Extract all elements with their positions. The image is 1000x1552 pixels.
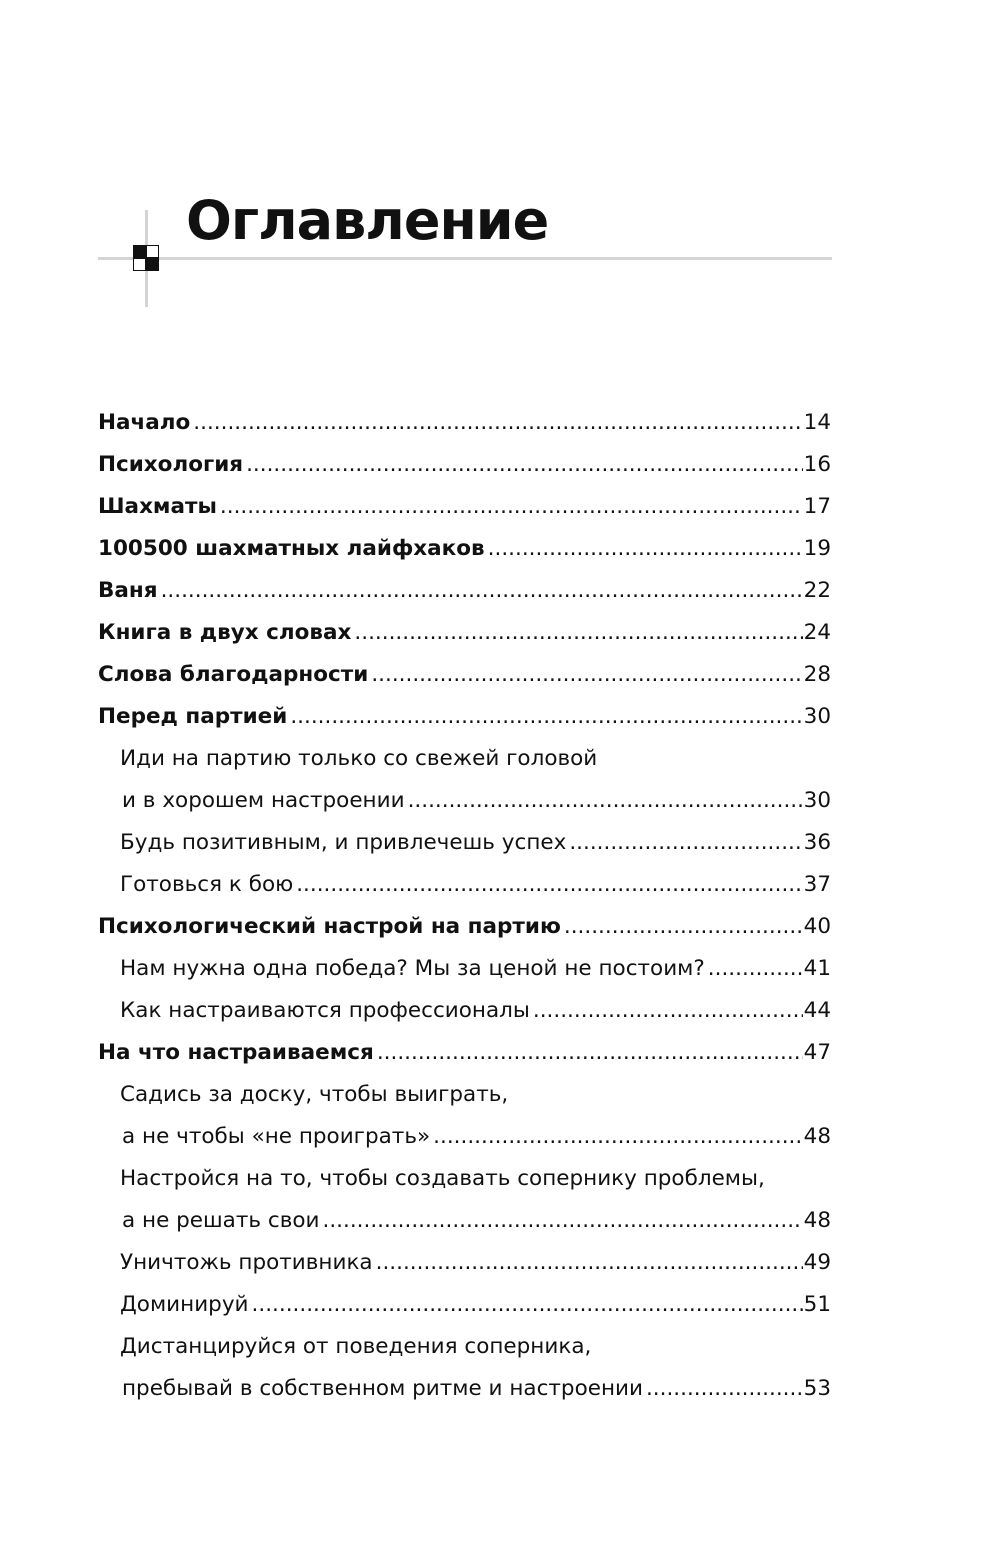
toc-page-number: 48 <box>803 1124 831 1149</box>
toc-subentry <box>98 822 831 864</box>
toc-leader-dots <box>161 570 803 612</box>
toc-page-number: 28 <box>803 662 831 687</box>
toc-leader-dots <box>708 948 803 990</box>
toc-entry-title: Книга в двух словах <box>98 620 352 645</box>
toc-page-number: 30 <box>803 788 831 813</box>
toc-page-number: 24 <box>803 620 831 645</box>
toc-entry-title: Психологический настрой на партию <box>98 914 561 939</box>
toc-subentry <box>98 1326 831 1368</box>
toc-entry <box>98 906 831 948</box>
table-of-contents <box>98 402 831 1410</box>
toc-entry-title: а не решать свои <box>122 1208 320 1233</box>
toc-subentry <box>98 1284 831 1326</box>
toc-leader-dots <box>533 990 803 1032</box>
toc-page-number: 36 <box>803 830 831 855</box>
toc-entry-title: а не чтобы «не проиграть» <box>122 1124 431 1149</box>
toc-page-number: 22 <box>803 578 831 603</box>
toc-subentry <box>98 1074 831 1116</box>
toc-entry <box>98 570 831 612</box>
page-title: Оглавление <box>186 189 549 252</box>
toc-leader-dots <box>408 780 803 822</box>
toc-entry-title: Настройся на то, чтобы создавать сопернику проблемы, <box>120 1166 765 1191</box>
toc-subentry <box>98 738 831 780</box>
toc-page-number: 30 <box>803 704 831 729</box>
toc-entry-title: Доминируй <box>120 1292 249 1317</box>
toc-leader-dots <box>252 1284 803 1326</box>
toc-page-number: 44 <box>803 998 831 1023</box>
toc-leader-dots <box>569 822 802 864</box>
toc-entry-title: Иди на партию только со свежей головой <box>120 746 598 771</box>
toc-page-number: 14 <box>803 410 831 435</box>
toc-page-number: 40 <box>803 914 831 939</box>
toc-entry-title: Психология <box>98 452 244 477</box>
toc-entry-title: Уничтожь противника <box>120 1250 373 1275</box>
toc-subentry <box>98 1242 831 1284</box>
toc-entry-title: Шахматы <box>98 494 217 519</box>
toc-entry-title: Ваня <box>98 578 158 603</box>
toc-entry <box>98 444 831 486</box>
toc-entry-title: На что настраиваемся <box>98 1040 374 1065</box>
toc-subentry <box>98 1368 831 1410</box>
toc-page-number: 47 <box>803 1040 831 1065</box>
toc-page-number: 51 <box>803 1292 831 1317</box>
toc-subentry <box>98 864 831 906</box>
toc-leader-dots <box>564 906 803 948</box>
toc-page-number: 53 <box>803 1376 831 1401</box>
toc-leader-dots <box>377 1032 803 1074</box>
toc-leader-dots <box>290 696 802 738</box>
toc-page-number: 17 <box>803 494 831 519</box>
toc-page-number: 49 <box>803 1250 831 1275</box>
toc-page-number: 48 <box>803 1208 831 1233</box>
toc-subentry <box>98 1116 831 1158</box>
toc-entry <box>98 486 831 528</box>
toc-leader-dots <box>646 1368 803 1410</box>
toc-entry-title: Будь позитивным, и привлечешь успех <box>120 830 567 855</box>
toc-page-number: 41 <box>803 956 831 981</box>
toc-entry-title: Перед партией <box>98 704 288 729</box>
toc-leader-dots <box>376 1242 803 1284</box>
toc-entry-title: Слова благодарности <box>98 662 369 687</box>
toc-subentry <box>98 948 831 990</box>
header-rule <box>98 257 832 260</box>
toc-entry-title: Дистанцируйся от поведения соперника, <box>120 1334 592 1359</box>
toc-subentry <box>98 780 831 822</box>
toc-leader-dots <box>193 402 802 444</box>
toc-entry-title: пребывай в собственном ритме и настроении <box>122 1376 643 1401</box>
toc-entry-title: Готовься к бою <box>120 872 294 897</box>
toc-page-number: 19 <box>803 536 831 561</box>
toc-entry <box>98 696 831 738</box>
toc-leader-dots <box>323 1200 803 1242</box>
toc-leader-dots <box>220 486 803 528</box>
toc-page-number: 37 <box>803 872 831 897</box>
toc-subentry <box>98 1200 831 1242</box>
toc-entry <box>98 654 831 696</box>
toc-entry <box>98 1032 831 1074</box>
toc-entry <box>98 402 831 444</box>
toc-entry-title: Нам нужна одна победа? Мы за ценой не постоим? <box>120 956 705 981</box>
toc-entry-title: Как настраиваются профессионалы <box>120 998 530 1023</box>
toc-entry <box>98 612 831 654</box>
toc-leader-dots <box>371 654 802 696</box>
toc-subentry <box>98 1158 831 1200</box>
toc-leader-dots <box>354 612 802 654</box>
toc-subentry <box>98 990 831 1032</box>
toc-page-number: 16 <box>803 452 831 477</box>
chessboard-icon <box>133 245 159 271</box>
toc-leader-dots <box>246 444 803 486</box>
toc-entry <box>98 528 831 570</box>
toc-leader-dots <box>296 864 802 906</box>
toc-entry-title: и в хорошем настроении <box>122 788 405 813</box>
toc-entry-title: Начало <box>98 410 191 435</box>
toc-leader-dots <box>433 1116 802 1158</box>
toc-entry-title: Садись за доску, чтобы выиграть, <box>120 1082 509 1107</box>
toc-leader-dots <box>488 528 803 570</box>
toc-entry-title: 100500 шахматных лайфхаков <box>98 536 485 561</box>
